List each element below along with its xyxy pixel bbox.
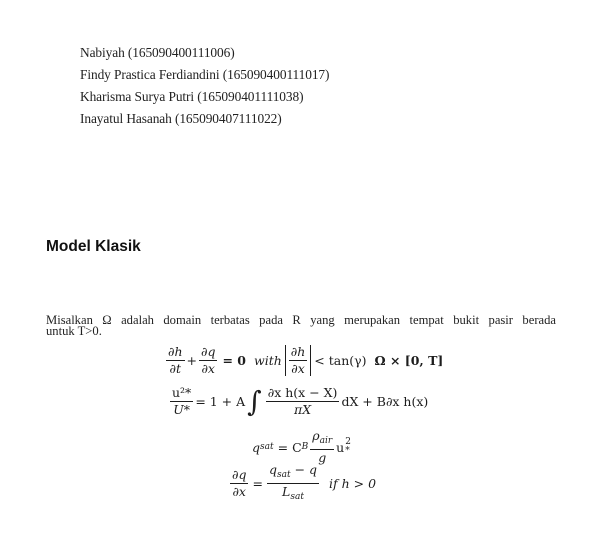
- fraction-denominator: U*: [173, 402, 191, 417]
- rhs-end: dX + B∂x h(x): [341, 394, 429, 409]
- fraction-integrand: [266, 386, 340, 417]
- author-line: Inayatul Hasanah (165090407111022): [80, 111, 282, 126]
- u-symbol: u: [336, 439, 345, 455]
- fraction-numerator: u²*: [172, 385, 192, 400]
- fraction-numerator: ∂q: [201, 344, 216, 359]
- rhs-start: = 1 + A: [195, 394, 246, 409]
- fraction-numerator: ∂x h(x − X): [267, 385, 338, 400]
- equation-conservation: [164, 345, 443, 376]
- equals-sign: =: [252, 476, 263, 491]
- absolute-value: [285, 345, 312, 376]
- subscript: sat: [260, 442, 274, 452]
- section-heading: Model Klasik: [46, 238, 141, 255]
- fraction-numerator: ∂h: [290, 344, 306, 359]
- minus-q: − q: [294, 462, 318, 477]
- fraction-denominator: g: [318, 450, 327, 465]
- fraction-dh-dt: [166, 345, 185, 376]
- rho-symbol: ρ: [312, 428, 320, 443]
- subscript: air: [319, 436, 333, 446]
- equals-zero: = 0: [222, 353, 246, 368]
- author-line: Kharisma Surya Putri (165090401111038): [80, 89, 304, 104]
- positivity-condition: if h > 0: [329, 476, 377, 491]
- author-line: Findy Prastica Ferdiandini (165090400111017): [80, 67, 330, 82]
- intro-line-1: Misalkan Ω adalah domain terbatas pada R yang merupakan tempat bukit pasir berada: [46, 313, 556, 327]
- fraction-u-ratio: [170, 386, 193, 417]
- q-symbol: q: [252, 439, 261, 455]
- intro-paragraph: [46, 315, 556, 337]
- fraction-numerator: [267, 463, 319, 484]
- fraction-dh-dx: [289, 345, 308, 376]
- integral-sign: ∫: [247, 384, 262, 418]
- subscript: *: [345, 446, 350, 456]
- author-list: [80, 42, 329, 130]
- fraction-rho-g: [310, 429, 334, 465]
- fraction-numerator: ∂h: [168, 344, 183, 359]
- equation-shear-stress: [168, 386, 428, 417]
- equation-saturated-flux: [252, 429, 351, 465]
- equals-c: = C: [277, 439, 302, 455]
- fraction-relaxation: [267, 463, 319, 504]
- sup-sub-stack: [345, 438, 351, 456]
- plus-sign: +: [186, 353, 197, 368]
- fraction-denominator: πX: [294, 402, 312, 417]
- fraction-denominator: ∂x: [201, 361, 215, 376]
- equation-flux-gradient: [228, 463, 376, 504]
- domain-set: Ω × [0, T]: [374, 353, 444, 368]
- fraction-dq-dx: [199, 345, 217, 376]
- fraction-dq-dx: [230, 468, 248, 499]
- fraction-denominator: ∂x: [291, 361, 305, 376]
- q-symbol: q: [268, 462, 277, 477]
- l-symbol: L: [282, 484, 291, 499]
- fraction-denominator: ∂t: [169, 361, 181, 376]
- author-line: Nabiyah (165090400111006): [80, 45, 235, 60]
- fraction-numerator: [310, 429, 334, 450]
- slope-condition: < tan(γ): [314, 353, 367, 368]
- subscript: sat: [290, 492, 304, 502]
- superscript: 2: [345, 437, 351, 447]
- subscript: B: [301, 442, 309, 452]
- fraction-numerator: ∂q: [232, 467, 247, 482]
- fraction-denominator: ∂x: [232, 484, 246, 499]
- fraction-denominator: [280, 484, 306, 504]
- subscript: sat: [276, 470, 291, 480]
- intro-line-2: untuk T>0.: [46, 324, 102, 338]
- with-keyword: with: [254, 353, 282, 368]
